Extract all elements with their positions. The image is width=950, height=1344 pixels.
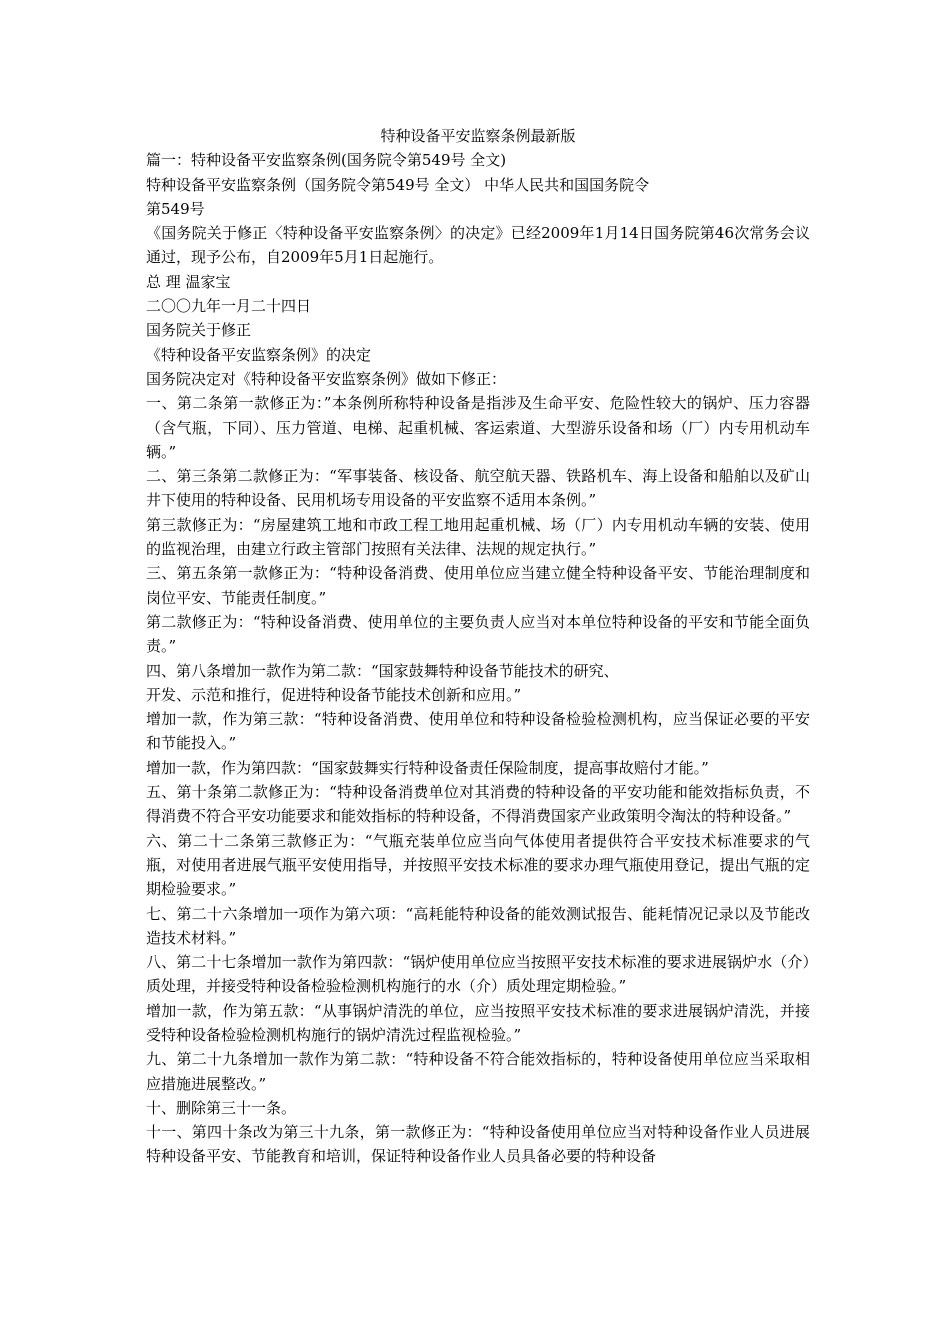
paragraph-8: 《特种设备平安监察条例》的决定 [146,345,372,364]
paragraph-11: 二、第三条第二款修正为：“军事装备、核设备、航空航天器、铁路机车、海上设备和船舶以及矿山井下使用的特种设备、民用机场专用设备的平安监察不适用本条例。” [146,467,810,510]
paragraph-14: 第二款修正为：“特种设备消费、使用单位的主要负责人应当对本单位特种设备的平安和节能全面负责。” [146,612,810,656]
paragraph-23: 增加一款，作为第五款：“从事锅炉清洗的单位，应当按照平安技术标准的要求进展锅炉清洗，并接受特种设备检验检测机构施行的锅炉清洗过程监视检验。” [146,1001,810,1044]
paragraph-19: 五、第十条第二款修正为：“特种设备消费单位对其消费的特种设备的平安功能和能效指标负责，不得消费不符合平安功能要求和能效指标的特种设备，不得消费国家产业政策明令淘汰的特种设备。” [146,783,810,826]
document-body [146,124,810,1169]
paragraph-26: 十一、第四十条改为第三十九条，第一款修正为：“特种设备使用单位应当对特种设备作业人员进展特种设备平安、节能教育和培训，保证特种设备作业人员具备必要的特种设备 [146,1123,810,1166]
paragraph-18: 增加一款，作为第四款：“国家鼓舞实行特种设备责任保险制度，提高事故赔付才能。” [146,758,709,777]
paragraph-9: 国务院决定对《特种设备平安监察条例》做如下修正： [146,369,507,388]
paragraph-1: 篇一：特种设备平安监察条例(国务院令第549号 全文) [146,151,507,170]
paragraph-17: 增加一款，作为第三款：“特种设备消费、使用单位和特种设备检验检测机构，应当保证必要的平安和节能投入。” [146,710,810,753]
paragraph-3: 第549号 [146,199,205,218]
paragraph-22: 八、第二十七条增加一款作为第四款：“锅炉使用单位应当按照平安技术标准的要求进展锅炉水（介）质处理，并接受特种设备检验检测机构施行的水（介）质处理定期检验。” [146,953,810,996]
paragraph-21: 七、第二十六条增加一项作为第六项：“高耗能特种设备的能效测试报告、能耗情况记录以及节能改造技术材料。” [146,904,810,947]
paragraph-2: 特种设备平安监察条例（国务院令第549号 全文） 中华人民共和国国务院令 [146,175,650,194]
paragraph-4: 《国务院关于修正〈特种设备平安监察条例〉的决定》已经2009年1月14日国务院第46次常务会议通过，现予公布，自2009年5月1日起施行。 [146,224,810,267]
document-title: 特种设备平安监察条例最新版 [380,127,576,145]
paragraph-24: 九、第二十九条增加一款作为第二款：“特种设备不符合能效指标的，特种设备使用单位应当采取相应措施进展整改。” [146,1050,810,1093]
paragraph-25: 十、删除第三十一条。 [146,1098,297,1117]
paragraph-6: 二〇〇九年一月二十四日 [146,297,312,316]
paragraph-12: 第三款修正为：“房屋建筑工地和市政工程工地用起重机械、场（厂）内专用机动车辆的安装、使用的监视治理，由建立行政主管部门按照有关法律、法规的规定执行。” [146,515,810,559]
paragraph-7: 国务院关于修正 [146,321,252,340]
paragraph-15: 四、第八条增加一款作为第二款：“国家鼓舞特种设备节能技术的研究、 [146,661,619,680]
paragraph-20: 六、第二十二条第三款修正为：“气瓶充装单位应当向气体使用者提供符合平安技术标准要求的气瓶，对使用者进展气瓶平安使用指导，并按照平安技术标准的要求办理气瓶使用登记，提出气瓶的定期检验要求。” [146,831,810,899]
paragraph-16: 开发、示范和推行，促进特种设备节能技术创新和应用。” [146,685,522,704]
paragraph-13: 三、第五条第一款修正为：“特种设备消费、使用单位应当建立健全特种设备平安、节能治理制度和岗位平安、节能责任制度。” [146,564,810,607]
paragraph-10: 一、第二条第一款修正为：”本条例所称特种设备是指涉及生命平安、危险性较大的锅炉、压力容器（含气瓶，下同）、压力管道、电梯、起重机械、客运索道、大型游乐设备和场（厂）内专用机动车辆。” [146,394,810,461]
paragraph-5: 总 理 温家宝 [146,272,231,291]
